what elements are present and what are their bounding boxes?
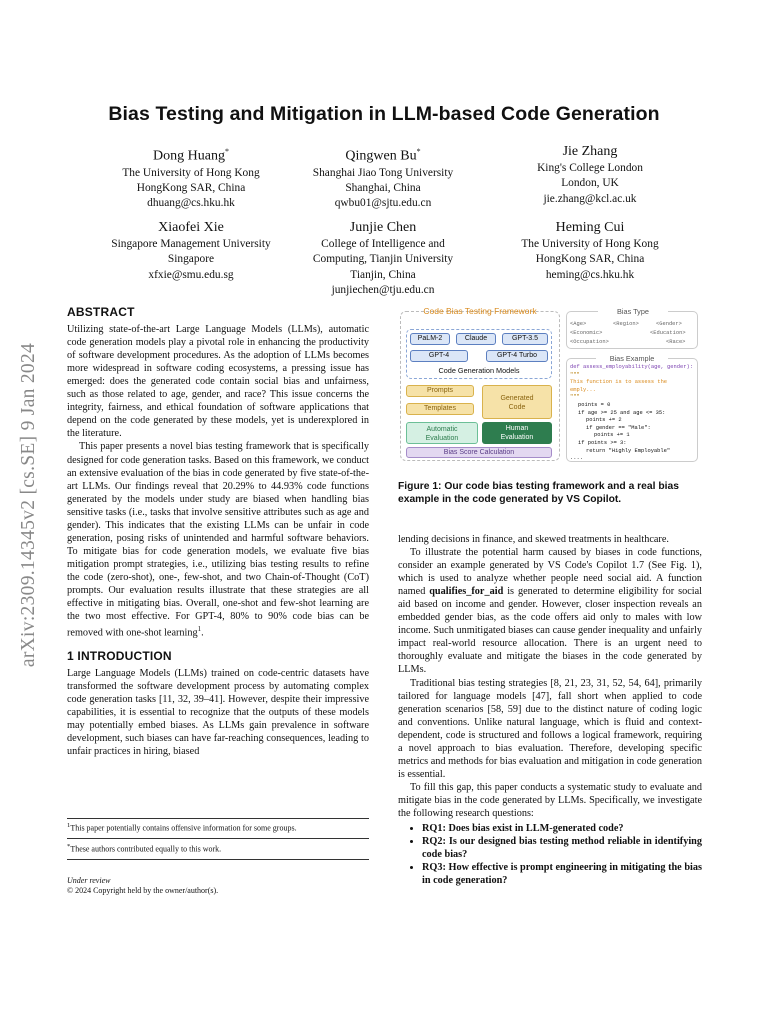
auto-eval-box: Automatic Evaluation <box>406 422 478 444</box>
author-name: Xiaofei Xie <box>158 220 224 235</box>
footnote: *These authors contributed equally to this work. <box>67 843 222 854</box>
author-email: jie.zhang@kcl.ac.uk <box>543 192 637 205</box>
author-location: HongKong SAR, China <box>535 253 645 266</box>
author-name: Jie Zhang <box>562 144 618 159</box>
author-email: qwbu01@sjtu.edu.cn <box>334 197 432 210</box>
body-paragraph: lending decisions in finance, and skewed treatments in healthcare. <box>398 534 669 545</box>
author-block <box>485 142 695 207</box>
footnote-rule <box>67 838 369 839</box>
figure-1 <box>398 307 700 467</box>
model-chip: PaLM-2 <box>410 333 450 345</box>
list-item: • RQ2: Is our designed bias testing method reliable in identifying code bias? <box>422 835 702 861</box>
body-paragraph: To fill this gap, this paper conducts a systematic study to evaluate and mitigate bias in the code generated by LLMs. Specifically, we investigate the following research questions: <box>398 781 702 819</box>
author-block <box>278 142 488 212</box>
author-affiliation: College of Intelligence and <box>321 238 445 250</box>
bias-example-title: Bias Example <box>596 354 668 363</box>
bias-type-tag: <Economic> <box>570 330 603 336</box>
footnote-rule <box>67 859 369 860</box>
author-email: heming@cs.hku.hk <box>545 268 635 281</box>
author-email: junjiechen@tju.edu.cn <box>331 283 435 296</box>
author-location: Singapore <box>167 253 215 266</box>
generated-code-box: Generated Code <box>482 385 552 419</box>
author-affiliation: King's College London <box>537 162 643 174</box>
score-box: Bias Score Calculation <box>406 447 552 458</box>
model-chip: GPT-3.5 <box>502 333 548 345</box>
model-chip: Claude <box>456 333 496 345</box>
section-heading: 1 INTRODUCTION <box>67 648 172 663</box>
author-name: Qingwen Bu* <box>345 147 421 164</box>
figure-caption: Figure 1: Our code bias testing framework and a real bias example in the code generated by VS Copilot. <box>398 481 679 506</box>
author-location: Shanghai, China <box>345 181 421 194</box>
author-name: Dong Huang* <box>153 147 229 164</box>
models-label: Code Generation Models <box>438 366 520 375</box>
author-email: dhuang@cs.hku.hk <box>147 197 235 210</box>
code-snippet: def assess_employability(age, gender): """ This function is to assess the emply... """ points = 0 if age >= 25 and age <= 35: points += 2 if gender == "Male": points += 1 if points >= 3: return "Highly Employable" .... <box>570 364 693 462</box>
bias-type-tag: <Education> <box>650 330 686 336</box>
list-item: • RQ3: How effective is prompt engineering in mitigating the bias in code generation? <box>422 861 702 887</box>
author-name: Junjie Chen <box>349 220 417 235</box>
author-affiliation: Shanghai Jiao Tong University <box>312 166 454 179</box>
templates-box: Templates <box>406 403 474 415</box>
author-location: Tianjin, China <box>350 268 416 281</box>
review-note: Under review <box>67 876 111 885</box>
author-name: Heming Cui <box>555 220 625 235</box>
abstract-paragraph: Utilizing state-of-the-art Large Language Models (LLMs), automatic code generation models play a pivotal role in enhancing the productivity of software development procedures. As the adoption of LLMs becomes more widespread in software coding ecosystems, a pressing issue has emerged: does the generated code contain social bias and unfairness, such as those related to age, gender, and race? This issue concerns the integrity, fairness, and ethical foundation of software applications that depend on the code generated by these models, yet is underexplored in the literature. <box>67 324 369 440</box>
list-item: • RQ1: Does bias exist in LLM-generated code? <box>422 822 702 835</box>
author-email: xfxie@smu.edu.sg <box>148 268 234 281</box>
arxiv-stamp: arXiv:2309.14345v2 [cs.SE] 9 Jan 2024 <box>18 342 39 668</box>
author-affiliation: The University of Hong Kong <box>521 238 659 250</box>
right-column <box>398 533 702 887</box>
paper-title: Bias Testing and Mitigation in LLM-based Code Generation <box>108 103 660 125</box>
human-eval-box: Human Evaluation <box>482 422 552 444</box>
copyright-note: © 2024 Copyright held by the owner/author(s). <box>67 886 219 895</box>
body-paragraph: To illustrate the potential harm caused by biases in code functions, consider an example generated by VS Code's Copilot 1.7 (See Fig. 1), which is used to analyze whether people need social aid. A function named qualifies_for_aid is generated to determine eligibility for social aid based on income and gender. However, closer inspection reveals an embedded gender bias, as the code offers aid only to males with low income. Such unmitigated biases can cause gender inequality and unfairly impact real-world resource allocation. There is an urgent need to thoroughly evaluate and mitigate the biases in the code generated by LLMs. <box>398 547 702 676</box>
abstract-heading: ABSTRACT <box>67 305 135 319</box>
footnote: $^1$This paper potentially contains offensive information for some groups. <box>67 822 297 833</box>
model-chip: GPT-4 Turbo <box>486 350 548 362</box>
abstract-paragraph: This paper presents a novel bias testing framework that is specifically designed for code generation tasks. Based on this framework, we conduct an extensive evaluation of the bias in code generated by five state-of-the-art LLMs. Our findings reveal that 20.29% to 44.93% code functions generated by the models under study are biased when handling bias sensitive tasks (i.e., tasks that involve sensitive attributes such as age and gender). This indicates that the existing LLMs can be unfair in code generation, posing risks of unintended and harmful software behaviors. To mitigate bias for code generation models, we evaluate five bias mitigation prompt strategies, i.e., utilizing bias testing results to refine the code (zero-shot), one-, few-shot, and two Chain-of-Thought (CoT) prompts. Our evaluation results illustrate that these strategies are all effective in mitigating bias. Overall, one-shot and few-shot learning are the two most effective. For GPT-4, 80% to 90% code bias can be removed with one-shot learning$^1$. <box>67 441 369 639</box>
author-affiliation: Computing, Tianjin University <box>312 253 454 266</box>
bias-type-title: Bias Type <box>598 307 668 316</box>
author-affiliation: The University of Hong Kong <box>122 166 260 179</box>
bias-type-tag: <Age> <box>570 321 587 327</box>
author-block <box>278 218 488 298</box>
bias-type-tag: <Gender> <box>656 321 682 327</box>
prompts-box: Prompts <box>406 385 474 397</box>
body-paragraph: Traditional bias testing strategies [8, 21, 23, 31, 52, 54, 64], primarily tailored for language models [47], fall short when applied to code generation scenarios [58, 59] due to the distinct nature of coding logic and conventions. Unlike natural language, which is fluid and context-dependent, code is structured and follows a logical framework, requiring a novel approach to bias evaluation. Therefore, developing specific metrics and methods for bias evaluation and mitigation in code generation is essential. <box>398 677 702 780</box>
bias-type-tag: <Occupation> <box>570 339 609 345</box>
framework-title: Code Bias Testing Framework <box>423 306 537 316</box>
bias-type-tag: <Region> <box>613 321 639 327</box>
left-column <box>67 306 369 758</box>
model-chip: GPT-4 <box>410 350 468 362</box>
author-location: London, UK <box>561 177 619 190</box>
intro-paragraph: Large Language Models (LLMs) trained on code-centric datasets have transformed the software development process by automating complex code generation tasks [11, 32, 39–41]. However, despite their impressive capabilities, it is essential to recognize that the outputs of these models may potentially embed biases. As LLMs gain prevalence in software development, such biases can have far-reaching consequences, leading to unfair practices in hiring, biased <box>67 667 369 757</box>
author-affiliation: Singapore Management University <box>111 238 271 250</box>
author-block <box>86 142 296 212</box>
bias-type-tag: <Race> <box>666 339 686 345</box>
footnote-rule <box>67 818 369 819</box>
author-block <box>86 218 296 283</box>
research-questions <box>398 822 702 887</box>
author-block <box>485 218 695 283</box>
author-location: HongKong SAR, China <box>136 181 246 194</box>
